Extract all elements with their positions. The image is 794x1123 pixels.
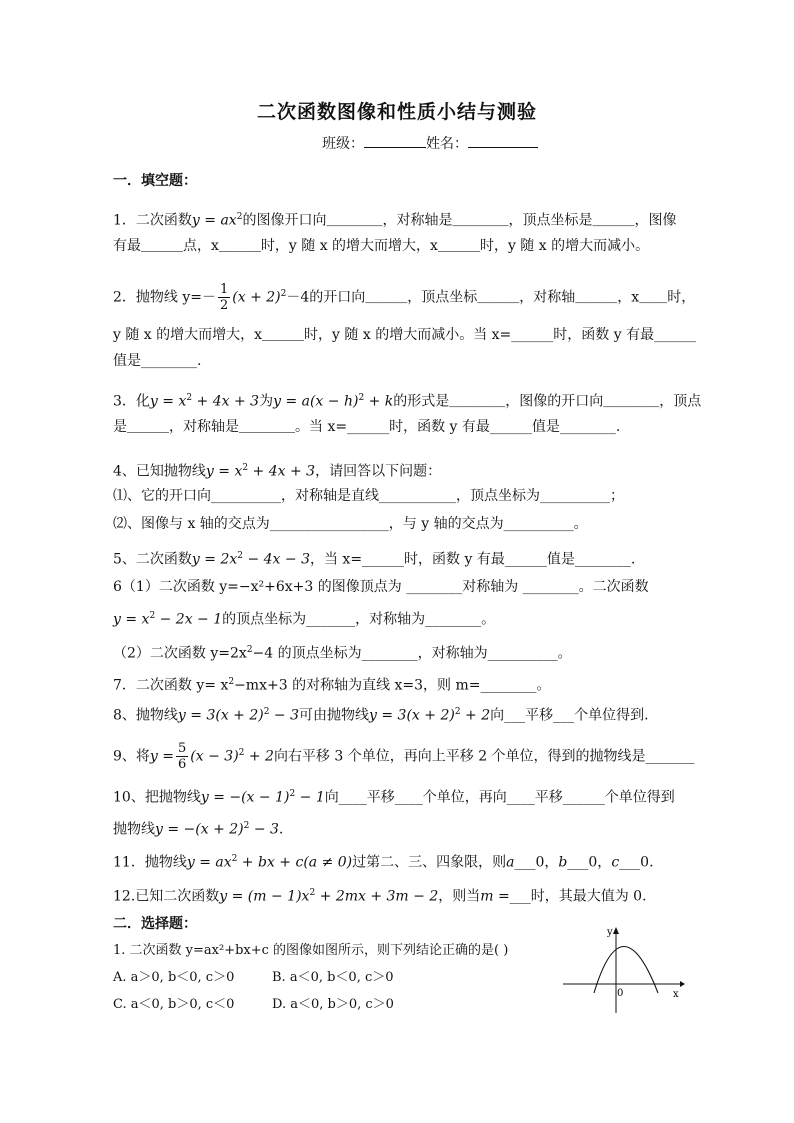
q11-var-b: b (558, 854, 568, 871)
x-axis-label: x (673, 989, 679, 1000)
q6-text-c2: −4 的顶点坐标为________，对称轴为__________。 (252, 645, 572, 662)
q9-math-c: + 2 (244, 748, 274, 765)
q1-exp: 2 (236, 212, 243, 222)
question-10-line-1 (113, 785, 675, 807)
q12-math-b: + 2mx + 3m − 2 (315, 888, 439, 905)
q11-math-b: + bx + c(a ≠ 0) (237, 854, 353, 871)
q11-blank-c: ___0. (619, 854, 654, 871)
q11-math: y = ax (186, 854, 232, 871)
q3-math-2: y = a(x − h) (273, 393, 359, 410)
y-axis-label: y (607, 927, 613, 938)
q8-math-2: y = 3(x + 2) (369, 707, 455, 724)
question-1-line-2: 有最＿＿＿点，x＿＿＿时，y 随 x 的增大而增大，x＿＿＿时，y 随 x 的增大而减小。 (113, 238, 650, 254)
q9-text: 9、将 (113, 748, 150, 765)
q12-var-m: m = (480, 888, 510, 905)
q9-math-b: (x − 3) (190, 748, 239, 765)
mc-question-1: 1. 二次函数 y=ax²+bx+c 的图像如图所示，则下列结论正确的是( ) (113, 943, 509, 958)
q8-exp-1: 2 (263, 707, 270, 717)
q2-frac-num: 1 (220, 282, 229, 297)
section-fill-in: 一．填空题： (113, 173, 197, 189)
mc-option-b[interactable]: B. a＜0, b＜0, c＞0 (272, 970, 394, 985)
question-2-line-3: 值是________. (113, 353, 202, 369)
q10-exp: 2 (289, 789, 296, 799)
q6-text-b: 的顶点坐标为_______，对称轴为________。 (222, 611, 496, 628)
q5-exp: 2 (237, 551, 243, 561)
mc-option-d[interactable]: D. a＜0, b＞0, c＞0 (272, 997, 394, 1012)
origin-label: 0 (617, 988, 624, 999)
q5-math: y = 2x (191, 551, 238, 568)
question-7 (113, 673, 551, 695)
q12-exp: 2 (309, 888, 316, 898)
q11-text-b: 过第二、三、四象限，则 (352, 854, 507, 871)
q6-math-b: − 2x − 1 (155, 611, 223, 628)
q2-text-b: 的开口向＿＿＿，顶点坐标＿＿＿，对称轴＿＿＿，x＿＿时， (309, 289, 696, 306)
q11-blank-b: ___0， (567, 854, 612, 871)
question-2-line-1 (113, 282, 695, 313)
mc-option-a[interactable]: A. a＞0, b＜0, c＞0 (113, 970, 235, 985)
name-label: 姓名： (426, 136, 468, 152)
class-name-line (322, 133, 538, 153)
q10-math-2b: − 3 (249, 821, 279, 838)
question-5 (113, 547, 635, 569)
question-6-line-1: 6（1）二次函数 y=−x²+6x+3 的图像顶点为 ________对称轴为 ________。二次函数 (113, 579, 649, 595)
q11-exp: 2 (231, 854, 238, 864)
q11-blank-a: ___0， (514, 854, 559, 871)
q11-var-a: a (506, 854, 515, 871)
q3-math-2b: + k (364, 393, 394, 410)
q5-text-b: ，当 x=______时，函数 y 有最______值是________. (309, 551, 636, 568)
q11-text: 11．抛物线 (113, 854, 187, 871)
question-11 (113, 850, 654, 872)
q8-math-1b: − 3 (269, 707, 300, 724)
q6-text-c: （2）二次函数 y=2x (113, 645, 247, 662)
q7-text-b: −mx+3 的对称轴为直线 x=3，则 m=________。 (234, 677, 551, 694)
q10-math: y = −(x − 1) (200, 789, 290, 806)
q10-math-2: y = −(x + 2) (155, 821, 244, 838)
question-4-line-2: ⑴、它的开口向__________，对称轴是直线___________，顶点坐标为__________； (113, 488, 624, 504)
q4-exp: 2 (242, 463, 249, 473)
question-8 (113, 703, 649, 725)
q10-text-c2: . (278, 821, 284, 838)
q6-exp: 2 (149, 611, 156, 621)
q3-math-1b: + 4x + 3 (192, 393, 260, 410)
section-multiple-choice: 二．选择题： (113, 916, 197, 932)
q1-text: 1．二次函数 (113, 212, 192, 229)
mc-option-c[interactable]: C. a＜0, b＞0, c＜0 (113, 997, 235, 1012)
q3-exp-2: 2 (358, 393, 365, 403)
q4-math-b: + 4x + 3 (248, 463, 316, 480)
page-title: 二次函数图像和性质小结与测验 (256, 101, 537, 123)
q8-text: 8、抛物线 (113, 707, 178, 724)
q10-exp-2: 2 (243, 821, 250, 831)
q9-text-b: 向右平移 3 个单位，再向上平移 2 个单位，得到的抛物线是_______ (273, 748, 695, 765)
q11-var-c: c (611, 854, 620, 871)
q8-word: 可由抛物线 (299, 707, 370, 724)
question-9 (113, 741, 695, 772)
q7-text: 7．二次函数 y= x (113, 677, 229, 694)
q2-exp: 2 (280, 288, 287, 299)
q5-text: 5、二次函数 (113, 551, 192, 568)
class-label: 班级： (322, 136, 364, 152)
x-axis-arrow-icon (680, 981, 685, 987)
q12-text: 12.已知二次函数 (113, 888, 220, 905)
q10-text-c: 抛物线 (113, 821, 155, 838)
q10-text: 10、把抛物线 (113, 789, 201, 806)
q12-math: y = (m − 1)x (219, 888, 310, 905)
q2-frac-den: 2 (220, 298, 229, 313)
q9-math: y = (149, 748, 175, 765)
question-3-line-2: 是＿＿＿，对称轴是＿＿＿＿。当 x=______时，函数 y 有最______值是________. (113, 419, 621, 435)
q3-word: 为 (259, 393, 274, 410)
q4-text: 4、已知抛物线 (113, 463, 206, 480)
q3-exp-1: 2 (186, 393, 193, 403)
q6-exp-2: 2 (246, 645, 253, 655)
question-10-line-2 (113, 817, 283, 839)
q3-text: 3．化 (113, 393, 150, 410)
y-axis-arrow-icon (613, 927, 619, 934)
q2-tail: －4 (286, 289, 310, 306)
q3-text-b: 的形式是＿＿＿＿，图像的开口向＿＿＿＿，顶点 (393, 393, 702, 410)
q6-math: y = x (113, 611, 150, 628)
q4-text-2: ，请回答以下问题： (315, 463, 442, 480)
q3-math-1: y = x (149, 393, 187, 410)
question-6-line-2 (113, 607, 495, 629)
parabola-graph (560, 925, 685, 1015)
question-6-line-3 (113, 641, 572, 663)
q5-math-b: − 4x − 3 (243, 551, 310, 568)
q7-exp: 2 (228, 677, 235, 687)
name-blank[interactable] (468, 134, 538, 148)
q8-text-b: 向___平移___个单位得到. (490, 707, 649, 724)
q9-frac-den: 6 (178, 757, 187, 772)
q8-math-1: y = 3(x + 2) (177, 707, 264, 724)
q1-text-b: 的图像开口向＿＿＿＿，对称轴是＿＿＿＿，顶点坐标是＿＿＿，图像 (242, 212, 677, 229)
q9-frac-num: 5 (178, 741, 187, 756)
q9-fraction (176, 741, 188, 772)
q10-math-b: − 1 (295, 789, 325, 806)
question-4-line-3: ⑵、图像与 x 轴的交点为_________________，与 y 轴的交点为__________。 (113, 516, 588, 532)
q2-text: 2．抛物线 y=－ (113, 289, 216, 306)
question-4-line-1 (113, 459, 441, 481)
q2-math: (x + 2) (232, 289, 281, 306)
parabola-curve (594, 947, 658, 994)
q12-text-b: ，则当 (438, 888, 481, 905)
q8-exp-2: 2 (454, 707, 461, 717)
question-12 (113, 884, 647, 906)
class-blank[interactable] (364, 134, 426, 148)
question-2-line-2: y 随 x 的增大而增大，x＿＿＿时，y 随 x 的增大而减小。当 x=______时，函数 y 有最______ (113, 327, 697, 343)
q2-fraction (218, 282, 230, 313)
question-3-line-1 (113, 389, 701, 411)
q9-exp: 2 (238, 747, 245, 758)
q10-text-b: 向____平移____个单位，再向____平移______个单位得到 (324, 789, 675, 806)
q4-math: y = x (205, 463, 243, 480)
question-1-line-1 (113, 208, 676, 230)
q12-text-c: ___时，其最大值为 0. (509, 888, 647, 905)
q1-math: y = ax (191, 212, 237, 229)
q8-math-2b: + 2 (460, 707, 491, 724)
